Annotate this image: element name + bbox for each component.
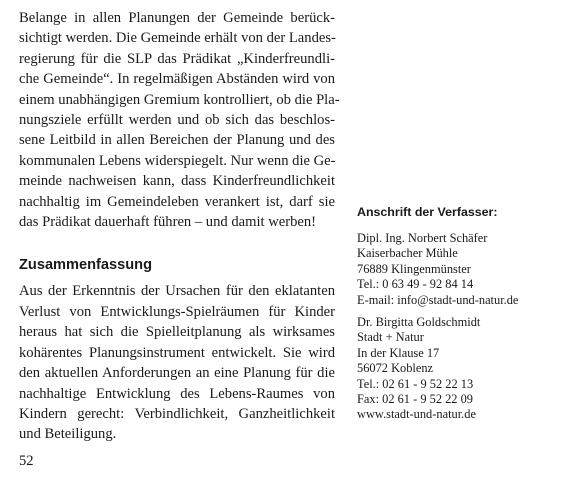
text-line: nungsziele erfüllt werden und ob sich das beschlos- <box>19 112 335 129</box>
fax-line: Fax: 02 61 - 9 52 22 09 <box>357 392 473 407</box>
intro-paragraph <box>19 8 340 232</box>
address-line: Kaiserbacher Mühle <box>357 246 458 261</box>
text-line: den aktuellen Anforderungen an eine Planung für die <box>19 365 335 382</box>
text-line: che Gemeinde“. In regelmäßigen Abständen wird von <box>19 71 335 88</box>
summary-paragraph <box>19 281 335 444</box>
summary-heading: Zusammenfassung <box>19 257 152 274</box>
author-address-column <box>357 205 557 430</box>
phone-line: Tel.: 02 61 - 9 52 22 13 <box>357 376 474 391</box>
address-line: 76889 Klingenmünster <box>357 261 471 276</box>
text-line: Kindern gerecht: Verbindlichkeit, Ganzheitlichkeit <box>19 405 335 422</box>
text-line: Aus der Erkenntnis der Ursachen für den eklatanten <box>19 283 335 300</box>
text-line: kohärentes Planungsinstrument entwickelt. Sie wird <box>19 344 335 361</box>
email-line: E-mail: info@stadt-und-natur.de <box>357 292 519 307</box>
text-line: Belange in allen Planungen der Gemeinde berück- <box>19 10 335 26</box>
text-line: sene Leitbild in allen Bereichen der Planung und des <box>19 132 335 149</box>
address-line: Stadt + Natur <box>357 330 424 345</box>
text-line: nachhaltige Entwicklung des Lebens-Raumes von <box>19 385 335 402</box>
text-line: Verlust von Entwicklungs-Spielräumen für Kinder <box>19 303 335 320</box>
website-line: www.stadt-und-natur.de <box>357 407 476 422</box>
text-line: sichtigt werden. Die Gemeinde erhält von der Landes- <box>19 30 336 47</box>
main-column <box>19 8 340 445</box>
phone-line: Tel.: 0 63 49 - 92 84 14 <box>357 277 474 292</box>
address-line: 56072 Koblenz <box>357 361 434 376</box>
authors-heading: Anschrift der Verfasser: <box>357 205 498 219</box>
text-line: nachhaltig im Gemeindeleben verankert ist, darf sie <box>19 193 335 210</box>
page-number: 52 <box>19 453 34 469</box>
text-line: das Prädikat dauerhaft führen – und damit werben! <box>19 214 317 231</box>
text-line: heraus hat sich die Spielleitplanung als wirksames <box>19 324 335 341</box>
text-line: kommunalen Lebens widerspiegelt. Nur wenn die Ge- <box>19 152 336 169</box>
author-name: Dr. Birgitta Goldschmidt <box>357 315 481 330</box>
address-line: In der Klause 17 <box>357 345 440 360</box>
text-line: einem unabhängigen Gremium kontrolliert, ob die Pla- <box>19 91 340 108</box>
text-line: und Beteiligung. <box>19 426 117 443</box>
text-line: regierung für die SLP das Prädikat „Kinderfreundli- <box>19 50 335 67</box>
author-address-2 <box>357 315 557 423</box>
author-address-1 <box>357 231 557 308</box>
text-line: meinde nachweisen kann, dass Kinderfreundlichkeit <box>19 173 335 190</box>
author-name: Dipl. Ing. Norbert Schäfer <box>357 231 488 245</box>
